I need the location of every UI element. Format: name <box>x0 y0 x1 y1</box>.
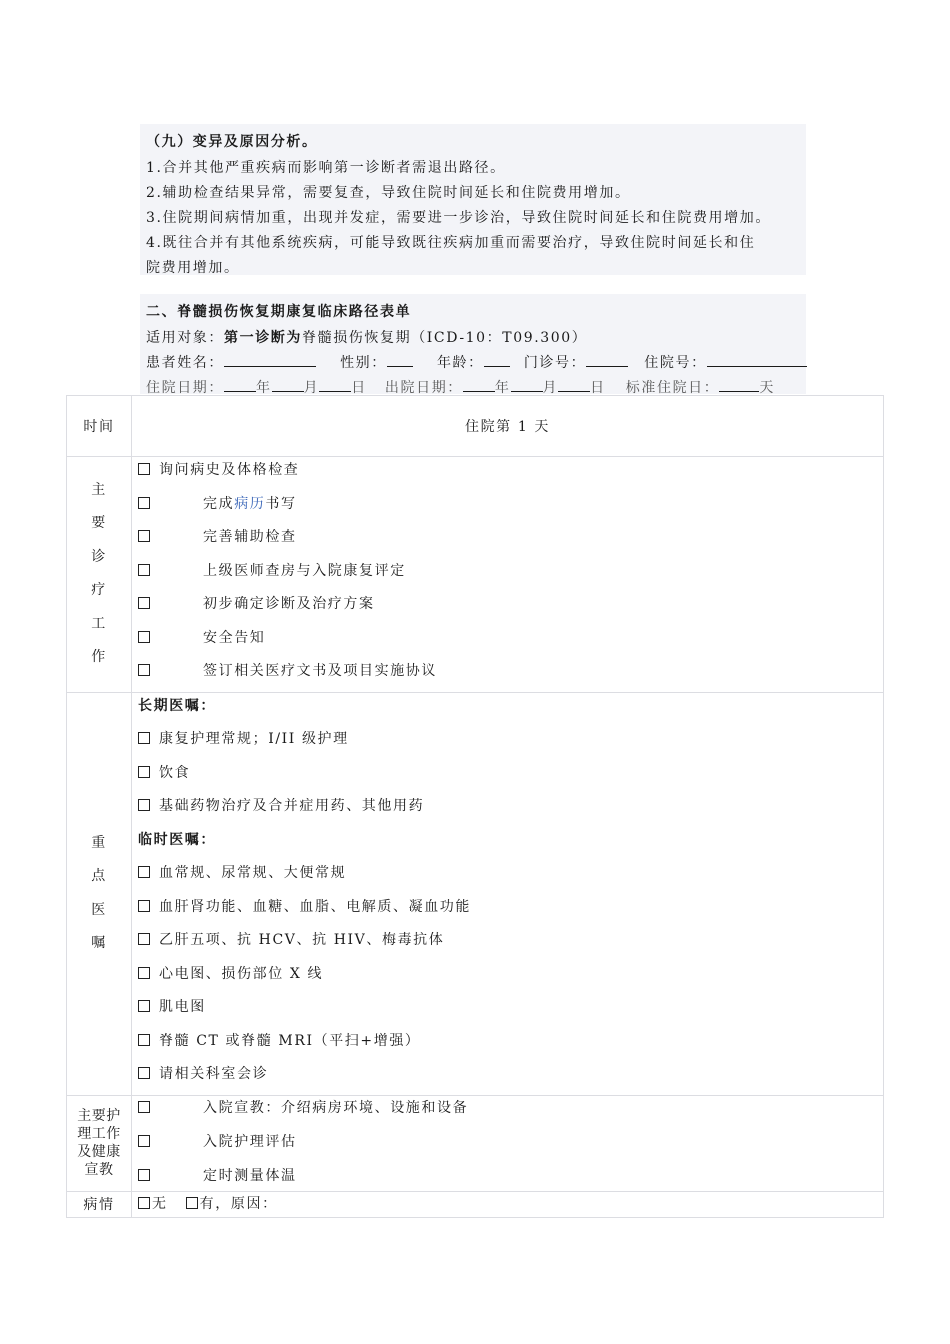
checkbox[interactable] <box>138 799 150 811</box>
checkbox[interactable] <box>138 564 150 576</box>
discharge-month-unit: 月 <box>542 380 559 396</box>
checkbox[interactable] <box>138 463 150 475</box>
checkbox[interactable] <box>138 766 150 778</box>
applies-rest: 脊髓损伤恢复期（ICD-10：T09.300） <box>302 330 588 346</box>
orders-label-char: 重 <box>91 834 107 851</box>
orders-content <box>132 692 884 1095</box>
checkbox[interactable] <box>138 1101 150 1113</box>
admit-day-blank[interactable] <box>319 378 351 392</box>
list-item <box>132 658 883 692</box>
list-item <box>132 961 883 995</box>
main-work-label-char: 疗 <box>91 582 107 599</box>
admit-year-blank[interactable] <box>224 378 256 392</box>
condition-yes-label: 有，原因： <box>199 1196 278 1212</box>
item-text: 初步确定诊断及治疗方案 <box>203 596 375 612</box>
item-text: 请相关科室会诊 <box>159 1066 269 1082</box>
nursing-label-line: 主要护 <box>77 1108 121 1124</box>
standard-stay-unit: 天 <box>759 380 775 396</box>
item-text: 康复护理常规；I/II 级护理 <box>159 731 349 747</box>
variation-heading: （九）变异及原因分析。 <box>146 134 318 150</box>
list-item <box>132 860 883 894</box>
item-text: 肌电图 <box>159 999 206 1015</box>
item-text: 完成 <box>203 495 235 512</box>
list-item <box>132 726 883 760</box>
admit-month-blank[interactable] <box>272 378 304 392</box>
item-text: 血常规、尿常规、大便常规 <box>159 865 347 881</box>
orders-label <box>67 692 132 1095</box>
list-item <box>132 625 883 659</box>
checkbox[interactable] <box>138 732 150 744</box>
list-item <box>132 994 883 1028</box>
admit-month-unit: 月 <box>303 380 320 396</box>
checkbox[interactable] <box>138 530 150 542</box>
main-work-row <box>67 457 884 693</box>
item-text: 乙肝五项、抗 HCV、抗 HIV、梅毒抗体 <box>159 932 445 948</box>
nursing-label-line: 及健康 <box>77 1144 121 1160</box>
item-text: 上级医师查房与入院康复评定 <box>203 562 406 579</box>
list-item <box>132 793 883 827</box>
item-text: 安全告知 <box>203 629 266 646</box>
checkbox[interactable] <box>138 1000 150 1012</box>
list-item <box>132 760 883 794</box>
age-blank[interactable] <box>484 353 510 367</box>
item-text: 书写 <box>265 495 297 512</box>
patient-name-blank[interactable] <box>224 353 316 367</box>
discharge-year-unit: 年 <box>494 380 511 396</box>
orders-label-char: 点 <box>91 868 107 884</box>
gender-label: 性别： <box>340 355 387 371</box>
discharge-month-blank[interactable] <box>511 378 543 392</box>
list-item <box>132 927 883 961</box>
list-item <box>132 1028 883 1062</box>
list-item <box>132 558 883 592</box>
nursing-label <box>67 1095 132 1191</box>
age-label: 年龄： <box>436 355 484 371</box>
discharge-day-unit: 日 <box>590 380 606 396</box>
applies-line <box>146 327 587 347</box>
main-work-label-char: 主 <box>91 481 107 498</box>
checkbox[interactable] <box>138 664 150 676</box>
condition-row <box>67 1191 884 1217</box>
variation-item-2: 2.辅助检查结果异常，需要复查，导致住院时间延长和住院费用增加。 <box>146 185 631 201</box>
list-item <box>132 491 883 525</box>
long-term-title: 长期医嘱： <box>138 697 216 714</box>
checkbox[interactable] <box>138 597 150 609</box>
checkbox[interactable] <box>138 933 150 945</box>
admit-day-unit: 日 <box>351 380 367 396</box>
dates-line <box>146 377 775 397</box>
item-text: 完善辅助检查 <box>203 529 297 545</box>
checkbox[interactable] <box>138 900 150 912</box>
gender-blank[interactable] <box>387 353 413 367</box>
list-item <box>132 524 883 558</box>
temp-title: 临时医嘱： <box>138 831 216 848</box>
discharge-year-blank[interactable] <box>463 378 495 392</box>
orders-label-char: 嘱 <box>91 935 107 951</box>
applies-bold: 第一诊断为 <box>224 330 302 346</box>
item-text: 心电图、损伤部位 X 线 <box>159 965 324 982</box>
checkbox[interactable] <box>138 497 150 509</box>
item-text: 入院护理评估 <box>203 1133 297 1150</box>
checkbox[interactable] <box>138 866 150 878</box>
variation-item-4-cont: 院费用增加。 <box>146 260 240 276</box>
list-item <box>132 894 883 928</box>
condition-content <box>132 1191 884 1217</box>
main-work-label-char: 诊 <box>91 548 107 565</box>
admit-year-unit: 年 <box>256 380 272 396</box>
item-text: 血肝肾功能、血糖、血脂、电解质、凝血功能 <box>159 898 471 915</box>
applies-label: 适用对象： <box>146 330 224 346</box>
admission-no-label: 住院号： <box>644 355 707 371</box>
patient-name-label: 患者姓名： <box>146 355 224 371</box>
orders-row <box>67 692 884 1095</box>
main-work-label <box>67 457 132 693</box>
variation-section <box>140 124 806 275</box>
list-item <box>132 1128 883 1160</box>
medical-record-link[interactable]: 病历 <box>234 495 266 512</box>
standard-stay-blank[interactable] <box>719 378 759 392</box>
nursing-label-line: 理工作 <box>77 1126 121 1142</box>
checkbox[interactable] <box>138 1169 150 1181</box>
variation-item-1: 1.合并其他严重疾病而影响第一诊断者需退出路径。 <box>146 160 506 176</box>
variation-item-4: 4.既往合并有其他系统疾病，可能导致既往疾病加重而需要治疗，导致住院时间延长和住 <box>146 235 756 251</box>
checkbox[interactable] <box>138 967 150 979</box>
admission-no-blank[interactable] <box>707 353 807 367</box>
main-work-content <box>132 457 884 693</box>
item-text: 入院宣教：介绍病房环境、设施和设备 <box>203 1099 469 1116</box>
header-row <box>67 396 884 457</box>
time-header: 时间 <box>67 396 132 457</box>
main-work-label-char: 作 <box>91 649 107 666</box>
discharge-day-blank[interactable] <box>558 378 590 392</box>
checkbox[interactable] <box>138 1034 150 1046</box>
item-text: 询问病史及体格检查 <box>159 462 300 478</box>
admit-date-label: 住院日期： <box>146 380 224 396</box>
list-item <box>132 457 883 491</box>
main-work-label-char: 要 <box>91 515 107 532</box>
clinic-no-blank[interactable] <box>586 353 628 367</box>
variation-item-3: 3.住院期间病情加重，出现并发症，需要进一步诊治，导致住院时间延长和住院费用增加。 <box>146 210 771 226</box>
discharge-date-label: 出院日期： <box>384 380 463 396</box>
condition-none-label: 无 <box>152 1196 168 1212</box>
orders-label-char: 医 <box>91 901 107 918</box>
item-text: 基础药物治疗及合并症用药、其他用药 <box>159 798 425 814</box>
item-text: 签订相关医疗文书及项目实施协议 <box>203 663 437 679</box>
checkbox[interactable] <box>138 1067 150 1079</box>
form-header <box>140 294 806 394</box>
checkbox[interactable] <box>138 631 150 643</box>
form-heading: 二、脊髓损伤恢复期康复临床路径表单 <box>146 304 412 320</box>
nursing-label-line: 宣教 <box>84 1162 114 1178</box>
item-text: 脊髓 CT 或脊髓 MRI（平扫+增强） <box>159 1032 421 1049</box>
nursing-content <box>132 1095 884 1191</box>
main-work-label-char: 工 <box>91 615 107 632</box>
item-text: 饮食 <box>159 764 191 781</box>
clinic-no-label: 门诊号： <box>523 355 587 371</box>
list-item <box>132 591 883 625</box>
condition-label: 病情 <box>67 1191 132 1217</box>
clinical-path-table <box>66 395 884 1218</box>
nursing-row <box>67 1095 884 1191</box>
item-text: 定时测量体温 <box>203 1167 297 1184</box>
list-item <box>132 1096 883 1128</box>
list-item <box>132 1160 883 1191</box>
standard-stay-label: 标准住院日： <box>625 380 720 396</box>
day-header: 住院第 1 天 <box>132 396 884 457</box>
condition-yes-checkbox[interactable] <box>186 1197 198 1209</box>
checkbox[interactable] <box>138 1135 150 1147</box>
list-item <box>132 1061 883 1095</box>
patient-info-line <box>146 352 807 372</box>
condition-none-checkbox[interactable] <box>138 1197 150 1209</box>
